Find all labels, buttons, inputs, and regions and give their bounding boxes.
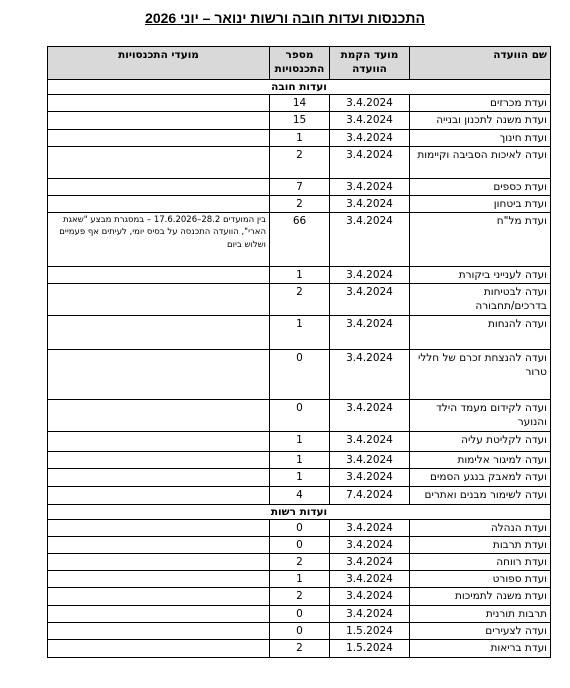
meeting-dates-cell	[48, 536, 270, 553]
meeting-count-cell: 1	[270, 432, 330, 452]
committee-name-cell: ועדת מל"ח	[410, 213, 551, 267]
section-header-row	[48, 504, 551, 519]
meeting-count-cell: 1	[270, 129, 330, 146]
meeting-count-cell: 2	[270, 588, 330, 605]
table-row	[48, 178, 551, 195]
established-date-cell: 3.4.2024	[330, 519, 410, 536]
committees-table	[47, 46, 551, 658]
table-row	[48, 469, 551, 486]
meeting-count-cell: 1	[270, 469, 330, 486]
table-row	[48, 588, 551, 605]
table-row	[48, 486, 551, 504]
committee-name-cell: ועדת הנהלה	[410, 519, 551, 536]
established-date-cell: 3.4.2024	[330, 129, 410, 146]
established-date-cell: 3.4.2024	[330, 350, 410, 400]
table-body	[48, 80, 551, 658]
table-header-row	[48, 47, 551, 80]
committee-name-cell: ועדת חינוך	[410, 129, 551, 146]
meeting-count-cell: 7	[270, 178, 330, 195]
table-row	[48, 112, 551, 129]
committee-name-cell: ועדה לקידום מעמד הילד והנוער	[410, 400, 551, 432]
committee-name-cell: ועדת ביטחון	[410, 195, 551, 212]
meeting-dates-cell	[48, 195, 270, 212]
table-row	[48, 639, 551, 657]
meeting-dates-cell	[48, 178, 270, 195]
table-row	[48, 432, 551, 452]
meeting-count-cell: 1	[270, 571, 330, 588]
committee-name-cell: ועדת רווחה	[410, 554, 551, 571]
meeting-count-cell: 2	[270, 554, 330, 571]
committee-name-cell: ועדה להנחות	[410, 316, 551, 350]
header-committee-name: שם הוועדה	[410, 47, 551, 80]
table-row	[48, 452, 551, 469]
table-row	[48, 146, 551, 178]
meeting-dates-cell	[48, 112, 270, 129]
meeting-count-cell: 14	[270, 95, 330, 112]
committee-name-cell: ועדה לקליטת עליה	[410, 432, 551, 452]
meeting-dates-cell	[48, 588, 270, 605]
table-row	[48, 519, 551, 536]
table-row	[48, 536, 551, 553]
committee-name-cell: ועדת משנה לתמיכות	[410, 588, 551, 605]
meeting-dates-cell	[48, 486, 270, 504]
established-date-cell: 3.4.2024	[330, 469, 410, 486]
header-established-date: מועד הקמת הוועדה	[330, 47, 410, 80]
table-row	[48, 400, 551, 432]
established-date-cell: 3.4.2024	[330, 316, 410, 350]
committee-name-cell: תרבות תורנית	[410, 605, 551, 622]
meeting-dates-cell	[48, 571, 270, 588]
table-row	[48, 195, 551, 212]
meeting-count-cell: 2	[270, 639, 330, 657]
committee-name-cell: ועדה לצעירים	[410, 622, 551, 639]
established-date-cell: 3.4.2024	[330, 195, 410, 212]
meeting-dates-cell	[48, 316, 270, 350]
meeting-count-cell: 1	[270, 316, 330, 350]
committee-name-cell: ועדה להנצחת זכרם של חללי טרור	[410, 350, 551, 400]
committee-name-cell: ועדה למאבק בנגע הסמים	[410, 469, 551, 486]
established-date-cell: 3.4.2024	[330, 400, 410, 432]
established-date-cell: 1.5.2024	[330, 639, 410, 657]
committee-name-cell: ועדת תרבות	[410, 536, 551, 553]
committee-name-cell: ועדה למיגור אלימות	[410, 452, 551, 469]
established-date-cell: 3.4.2024	[330, 284, 410, 316]
table-row	[48, 622, 551, 639]
established-date-cell: 1.5.2024	[330, 622, 410, 639]
established-date-cell: 3.4.2024	[330, 588, 410, 605]
meeting-dates-cell	[48, 432, 270, 452]
table-row	[48, 605, 551, 622]
table-row	[48, 267, 551, 284]
meeting-count-cell: 0	[270, 536, 330, 553]
meeting-count-cell: 2	[270, 284, 330, 316]
header-meeting-count: מספר התכנסויות	[270, 47, 330, 80]
meeting-dates-cell	[48, 469, 270, 486]
committee-name-cell: ועדה לאיכות הסביבה וקיימות	[410, 146, 551, 178]
meeting-count-cell: 0	[270, 605, 330, 622]
meeting-dates-cell	[48, 605, 270, 622]
meeting-count-cell: 0	[270, 350, 330, 400]
document-title: התכנסות ועדות חובה ורשות ינואר – יוני 2026	[145, 10, 425, 26]
meeting-count-cell: 1	[270, 452, 330, 469]
section-title: ועדות חובה	[48, 80, 551, 95]
committee-name-cell: ועדה לבטיחות בדרכים/תחבורה	[410, 284, 551, 316]
meeting-count-cell: 4	[270, 486, 330, 504]
table-row	[48, 554, 551, 571]
meeting-count-cell: 66	[270, 213, 330, 267]
committee-name-cell: ועדה לשימור מבנים ואתרים	[410, 486, 551, 504]
meeting-dates-cell	[48, 146, 270, 178]
meeting-dates-cell	[48, 267, 270, 284]
meeting-count-cell: 1	[270, 267, 330, 284]
meeting-dates-cell	[48, 554, 270, 571]
table-row	[48, 95, 551, 112]
table-row	[48, 213, 551, 267]
meeting-count-cell: 15	[270, 112, 330, 129]
meeting-dates-cell	[48, 350, 270, 400]
header-meeting-dates: מועדי התכנסויות	[48, 47, 270, 80]
established-date-cell: 3.4.2024	[330, 571, 410, 588]
committee-name-cell: ועדת בריאות	[410, 639, 551, 657]
meeting-dates-cell: בין המועדים 28.2–17.6.2026 – במסגרת מבצע "שאגת הארי", הוועדה התכנסה על בסיס יומי, לעיתים אף פעמיים ושלוש ביום	[48, 213, 270, 267]
table-row	[48, 129, 551, 146]
committee-name-cell: ועדה לענייני ביקורת	[410, 267, 551, 284]
section-header-row	[48, 80, 551, 95]
meeting-dates-cell	[48, 639, 270, 657]
meeting-dates-cell	[48, 400, 270, 432]
established-date-cell: 3.4.2024	[330, 178, 410, 195]
established-date-cell: 3.4.2024	[330, 554, 410, 571]
meeting-count-cell: 0	[270, 622, 330, 639]
established-date-cell: 7.4.2024	[330, 486, 410, 504]
established-date-cell: 3.4.2024	[330, 432, 410, 452]
established-date-cell: 3.4.2024	[330, 112, 410, 129]
meeting-dates-cell	[48, 95, 270, 112]
established-date-cell: 3.4.2024	[330, 536, 410, 553]
established-date-cell: 3.4.2024	[330, 213, 410, 267]
table-row	[48, 316, 551, 350]
committee-name-cell: ועדת מכרזים	[410, 95, 551, 112]
meeting-count-cell: 2	[270, 146, 330, 178]
meeting-count-cell: 0	[270, 519, 330, 536]
established-date-cell: 3.4.2024	[330, 95, 410, 112]
table-row	[48, 350, 551, 400]
meeting-dates-cell	[48, 622, 270, 639]
section-title: ועדות רשות	[48, 504, 551, 519]
established-date-cell: 3.4.2024	[330, 605, 410, 622]
meeting-dates-cell	[48, 452, 270, 469]
meeting-count-cell: 0	[270, 400, 330, 432]
established-date-cell: 3.4.2024	[330, 146, 410, 178]
meeting-dates-cell	[48, 284, 270, 316]
committee-name-cell: ועדת ספורט	[410, 571, 551, 588]
meeting-dates-cell	[48, 519, 270, 536]
established-date-cell: 3.4.2024	[330, 267, 410, 284]
committee-name-cell: ועדת כספים	[410, 178, 551, 195]
established-date-cell: 3.4.2024	[330, 452, 410, 469]
committee-name-cell: ועדת משנה לתכנון ובנייה	[410, 112, 551, 129]
table-row	[48, 571, 551, 588]
table-row	[48, 284, 551, 316]
meeting-count-cell: 2	[270, 195, 330, 212]
meeting-dates-cell	[48, 129, 270, 146]
